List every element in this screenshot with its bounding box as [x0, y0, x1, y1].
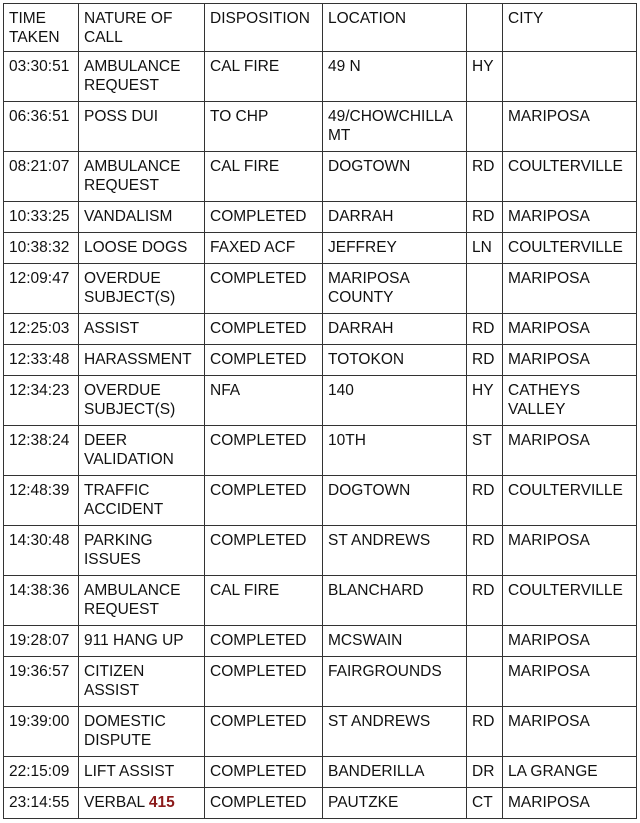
header-row: [4, 4, 637, 52]
cell-city: MARIPOSA: [503, 345, 637, 376]
cell-time-taken: 14:38:36: [4, 576, 79, 626]
cell-disposition: COMPLETED: [205, 264, 323, 314]
cell-city: MARIPOSA: [503, 102, 637, 152]
cell-location: DOGTOWN: [323, 476, 467, 526]
cell-nature-of-call: VERBAL 415: [79, 788, 205, 819]
cell-nature-of-call: AMBULANCE REQUEST: [79, 52, 205, 102]
cell-street-suffix: RD: [467, 526, 503, 576]
cell-time-taken: 19:39:00: [4, 707, 79, 757]
cell-city: LA GRANGE: [503, 757, 637, 788]
cell-time-taken: 14:30:48: [4, 526, 79, 576]
cell-city: MARIPOSA: [503, 202, 637, 233]
cell-street-suffix: DR: [467, 757, 503, 788]
cell-time-taken: 12:09:47: [4, 264, 79, 314]
cell-time-taken: 22:15:09: [4, 757, 79, 788]
table-row: [4, 233, 637, 264]
cell-nature-of-call: POSS DUI: [79, 102, 205, 152]
cell-city: COULTERVILLE: [503, 476, 637, 526]
table-row: [4, 264, 637, 314]
cell-disposition: COMPLETED: [205, 707, 323, 757]
cell-time-taken: 19:28:07: [4, 626, 79, 657]
cell-disposition: COMPLETED: [205, 314, 323, 345]
cell-location: FAIRGROUNDS: [323, 657, 467, 707]
table-row: [4, 152, 637, 202]
cell-street-suffix: [467, 657, 503, 707]
cell-nature-of-call: OVERDUE SUBJECT(S): [79, 264, 205, 314]
cell-disposition: NFA: [205, 376, 323, 426]
cell-disposition: FAXED ACF: [205, 233, 323, 264]
cell-street-suffix: [467, 102, 503, 152]
cell-time-taken: 10:38:32: [4, 233, 79, 264]
cell-disposition: COMPLETED: [205, 526, 323, 576]
cell-location: BLANCHARD: [323, 576, 467, 626]
cell-city: MARIPOSA: [503, 657, 637, 707]
cell-city: MARIPOSA: [503, 426, 637, 476]
cell-nature-of-call: 911 HANG UP: [79, 626, 205, 657]
cell-time-taken: 12:48:39: [4, 476, 79, 526]
cell-nature-of-call: PARKING ISSUES: [79, 526, 205, 576]
cell-location: 10TH: [323, 426, 467, 476]
call-log-table: [3, 3, 637, 819]
cell-nature-of-call: ASSIST: [79, 314, 205, 345]
cell-disposition: COMPLETED: [205, 657, 323, 707]
cell-time-taken: 19:36:57: [4, 657, 79, 707]
cell-time-taken: 08:21:07: [4, 152, 79, 202]
table-row: [4, 314, 637, 345]
cell-city: MARIPOSA: [503, 526, 637, 576]
cell-nature-of-call: AMBULANCE REQUEST: [79, 576, 205, 626]
cell-time-taken: 06:36:51: [4, 102, 79, 152]
cell-city: COULTERVILLE: [503, 576, 637, 626]
table-row: [4, 345, 637, 376]
cell-nature-of-call: LIFT ASSIST: [79, 757, 205, 788]
cell-street-suffix: HY: [467, 52, 503, 102]
cell-nature-of-call: AMBULANCE REQUEST: [79, 152, 205, 202]
cell-city: MARIPOSA: [503, 788, 637, 819]
cell-location: DOGTOWN: [323, 152, 467, 202]
table-row: [4, 526, 637, 576]
cell-city: COULTERVILLE: [503, 152, 637, 202]
cell-disposition: COMPLETED: [205, 345, 323, 376]
cell-time-taken: 12:38:24: [4, 426, 79, 476]
table-row: [4, 476, 637, 526]
cell-location: DARRAH: [323, 314, 467, 345]
cell-street-suffix: RD: [467, 314, 503, 345]
cell-location: BANDERILLA: [323, 757, 467, 788]
cell-location: MARIPOSA COUNTY: [323, 264, 467, 314]
table-row: [4, 576, 637, 626]
header-street-suffix: [467, 4, 503, 52]
table-row: [4, 757, 637, 788]
table-row: [4, 376, 637, 426]
table-body: [4, 52, 637, 819]
cell-city: MARIPOSA: [503, 264, 637, 314]
header-disposition: DISPOSITION: [205, 4, 323, 52]
cell-street-suffix: [467, 264, 503, 314]
cell-street-suffix: HY: [467, 376, 503, 426]
cell-location: DARRAH: [323, 202, 467, 233]
cell-nature-of-call: TRAFFIC ACCIDENT: [79, 476, 205, 526]
cell-disposition: COMPLETED: [205, 757, 323, 788]
cell-street-suffix: ST: [467, 426, 503, 476]
cell-street-suffix: LN: [467, 233, 503, 264]
cell-nature-of-call: DOMESTIC DISPUTE: [79, 707, 205, 757]
cell-nature-of-call: OVERDUE SUBJECT(S): [79, 376, 205, 426]
cell-city: COULTERVILLE: [503, 233, 637, 264]
cell-location: ST ANDREWS: [323, 526, 467, 576]
cell-location: PAUTZKE: [323, 788, 467, 819]
cell-street-suffix: RD: [467, 576, 503, 626]
cell-street-suffix: [467, 626, 503, 657]
cell-location: MCSWAIN: [323, 626, 467, 657]
cell-disposition: COMPLETED: [205, 426, 323, 476]
cell-city: MARIPOSA: [503, 626, 637, 657]
cell-disposition: COMPLETED: [205, 476, 323, 526]
cell-city: CATHEYS VALLEY: [503, 376, 637, 426]
cell-location: 140: [323, 376, 467, 426]
table-row: [4, 788, 637, 819]
cell-disposition: CAL FIRE: [205, 152, 323, 202]
cell-location: ST ANDREWS: [323, 707, 467, 757]
cell-city: MARIPOSA: [503, 314, 637, 345]
cell-time-taken: 23:14:55: [4, 788, 79, 819]
cell-street-suffix: CT: [467, 788, 503, 819]
cell-street-suffix: RD: [467, 707, 503, 757]
cell-location: TOTOKON: [323, 345, 467, 376]
table-row: [4, 657, 637, 707]
cell-location: 49 N: [323, 52, 467, 102]
cell-nature-of-call: DEER VALIDATION: [79, 426, 205, 476]
cell-nature-of-call: HARASSMENT: [79, 345, 205, 376]
cell-disposition: CAL FIRE: [205, 52, 323, 102]
table-row: [4, 52, 637, 102]
cell-nature-of-call: CITIZEN ASSIST: [79, 657, 205, 707]
cell-city: MARIPOSA: [503, 707, 637, 757]
table-row: [4, 202, 637, 233]
cell-time-taken: 12:33:48: [4, 345, 79, 376]
cell-city: [503, 52, 637, 102]
cell-disposition: COMPLETED: [205, 788, 323, 819]
header-time-taken: TIME TAKEN: [4, 4, 79, 52]
cell-street-suffix: RD: [467, 202, 503, 233]
cell-time-taken: 03:30:51: [4, 52, 79, 102]
cell-street-suffix: RD: [467, 152, 503, 202]
header-location: LOCATION: [323, 4, 467, 52]
cell-disposition: COMPLETED: [205, 626, 323, 657]
table-row: [4, 102, 637, 152]
highlighted-code: 415: [148, 794, 175, 811]
cell-street-suffix: RD: [467, 345, 503, 376]
cell-location: JEFFREY: [323, 233, 467, 264]
table-row: [4, 426, 637, 476]
cell-time-taken: 10:33:25: [4, 202, 79, 233]
cell-disposition: TO CHP: [205, 102, 323, 152]
cell-disposition: CAL FIRE: [205, 576, 323, 626]
cell-time-taken: 12:34:23: [4, 376, 79, 426]
table-row: [4, 626, 637, 657]
cell-disposition: COMPLETED: [205, 202, 323, 233]
cell-location: 49/CHOWCHILLA MT: [323, 102, 467, 152]
cell-street-suffix: RD: [467, 476, 503, 526]
cell-time-taken: 12:25:03: [4, 314, 79, 345]
table-header: [4, 4, 637, 52]
header-city: CITY: [503, 4, 637, 52]
table-row: [4, 707, 637, 757]
header-nature-of-call: NATURE OF CALL: [79, 4, 205, 52]
cell-nature-of-call: LOOSE DOGS: [79, 233, 205, 264]
cell-nature-of-call: VANDALISM: [79, 202, 205, 233]
